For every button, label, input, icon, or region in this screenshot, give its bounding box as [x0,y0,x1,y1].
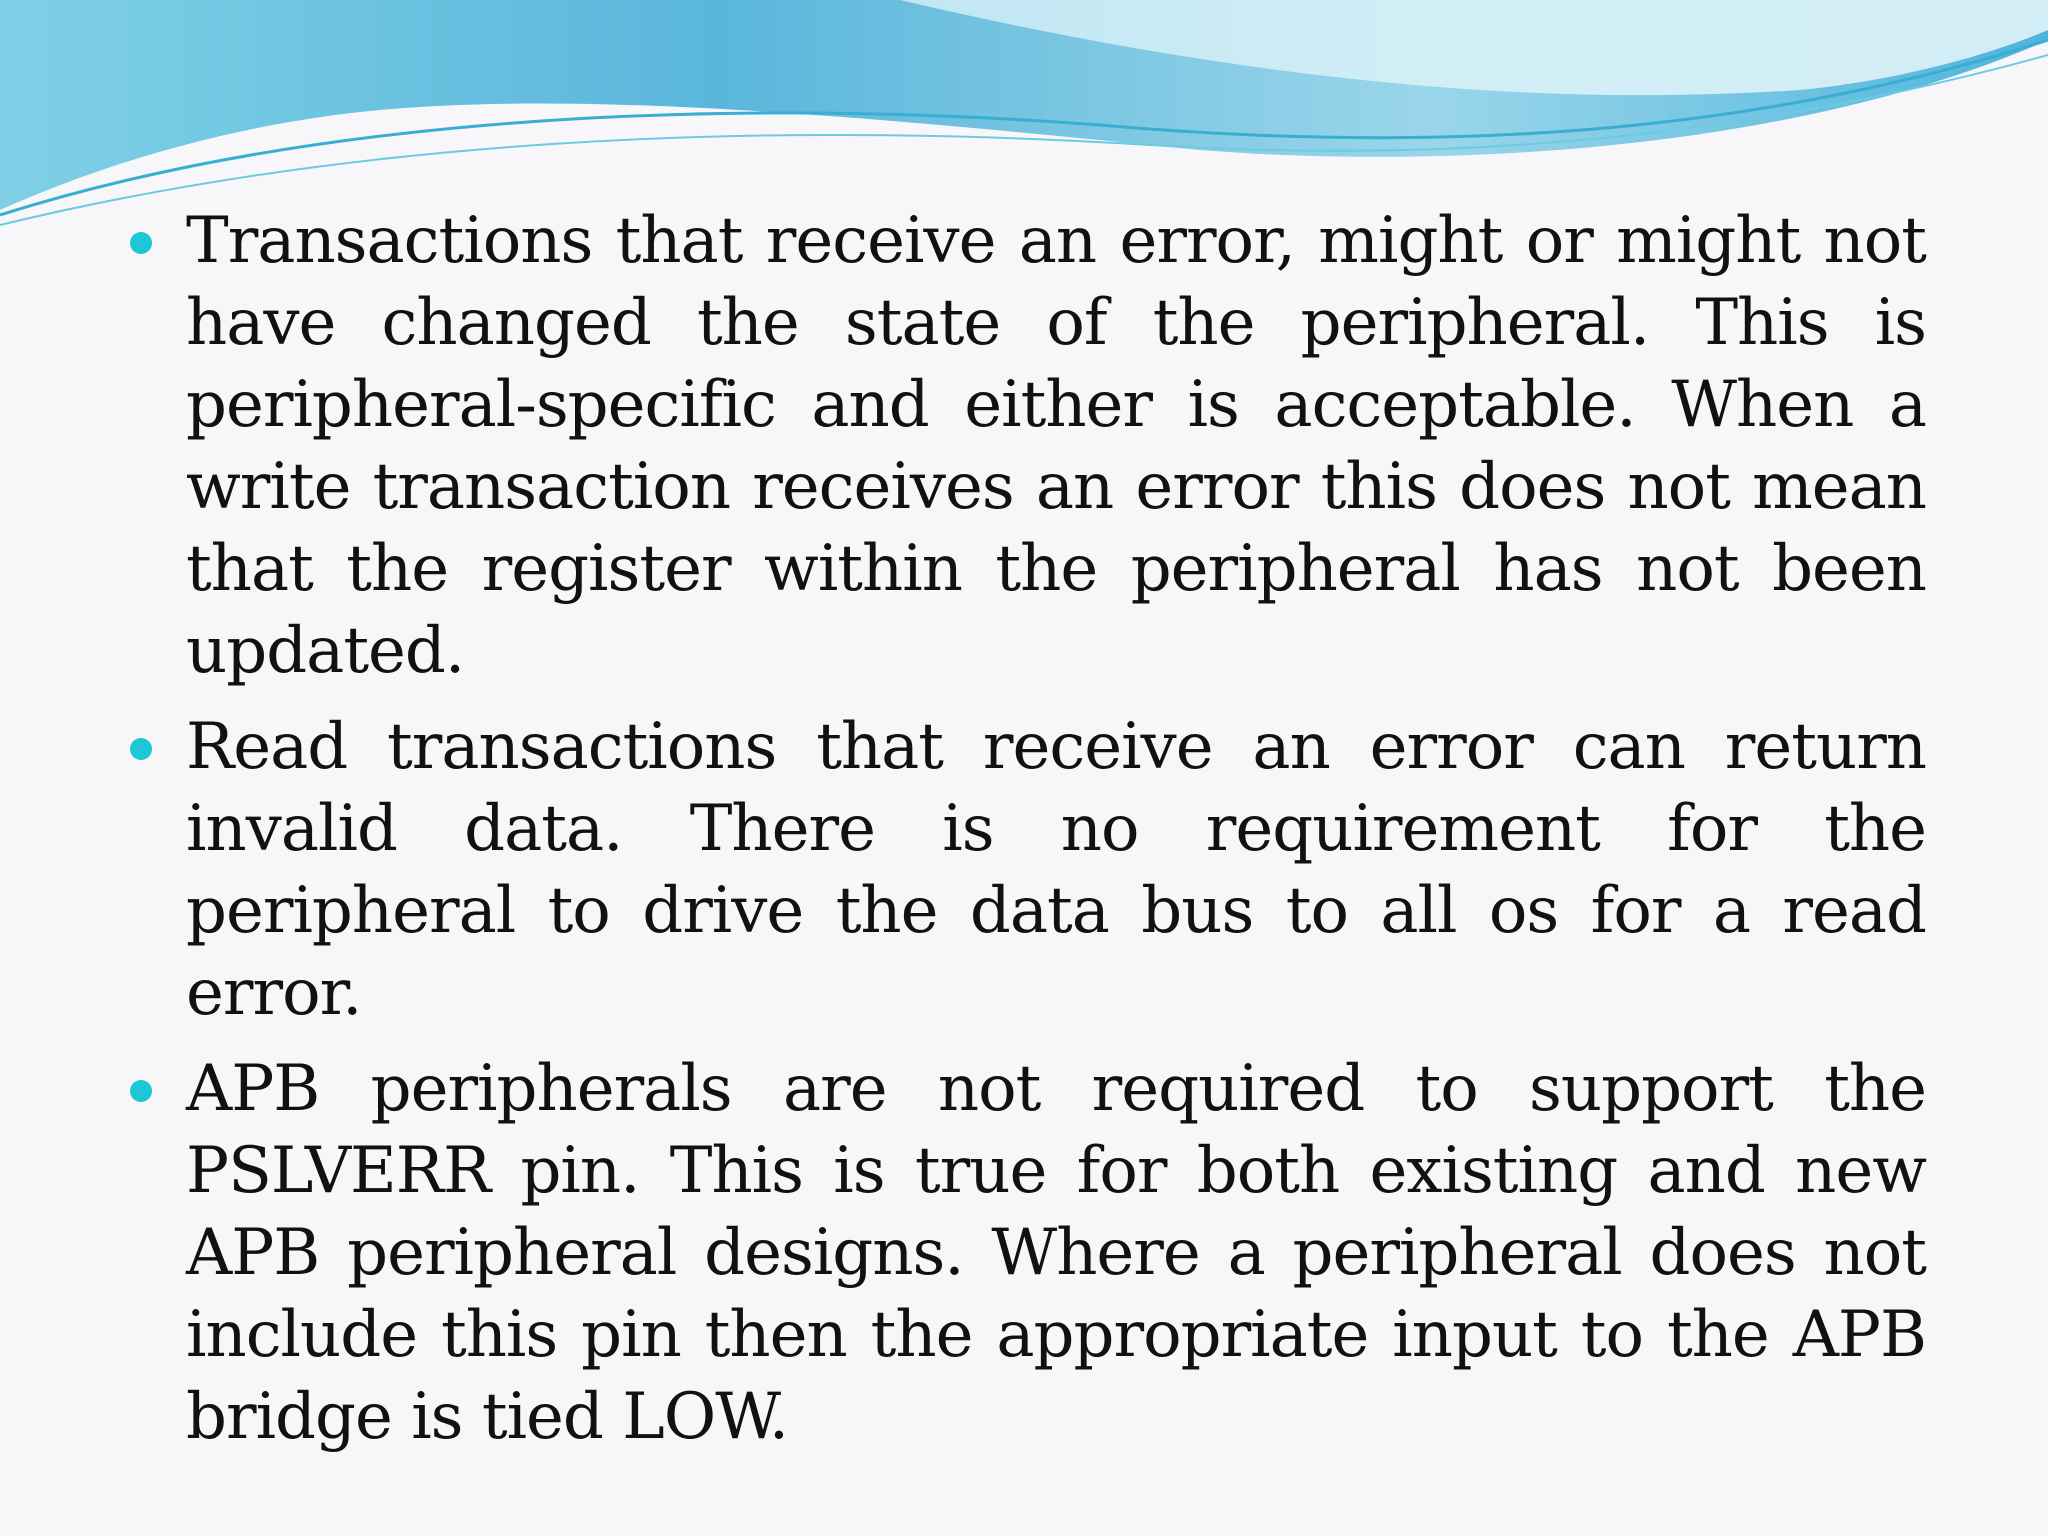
bullet-text: Read transactions that receive an error can return invalid data. There is no requirement for the peripheral to drive the data bus to all os for a read error. [186,710,1926,1030]
bullet-text: Transactions that receive an error, might or might not have changed the state of the peripheral. This is peripheral-specific and either is acceptable. When a write transaction receives an error this does not mean that the register within the peripheral has not been updated. [186,204,1926,688]
bullet-item [120,706,1926,1034]
bullet-item [120,1048,1926,1458]
bullet-icon [130,738,152,760]
bullet-list [120,200,1926,1472]
bullet-item [120,200,1926,692]
bullet-text: APB peripherals are not required to support the PSLVERR pin. This is true for both existing and new APB peripheral designs. Where a peripheral does not include this pin then the appropriate input to the APB bridge is tied LOW. [186,1052,1926,1454]
bullet-icon [130,1080,152,1102]
bullet-icon [130,232,152,254]
